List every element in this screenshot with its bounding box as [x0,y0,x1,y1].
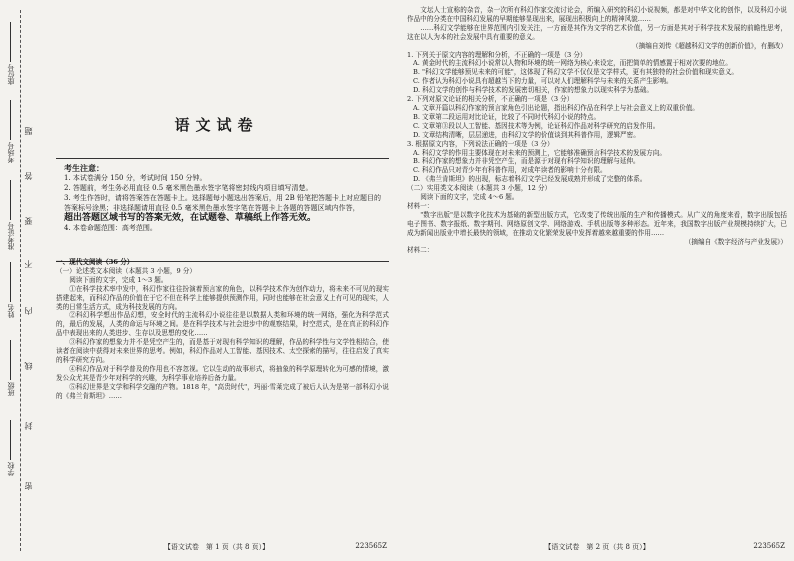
option: D. 文章结构清晰，层层递进，由科幻文学的价值谈到其科普作用，逻辑严密。 [413,130,640,139]
name-field[interactable] [6,262,16,318]
option: D. 科幻文学的创作与科学技术的发展密切相关，作家的想象力以现实科学为基础。 [413,86,654,95]
passage-paragraph: ……科幻文学能够在世界范围内引发关注，一方面是其作为文学的艺术价值，另一方面是其对于科学技术发展的前瞻性思考，这在以人为本的社会发展中具有重要的意义。 [407,23,787,41]
page-number: 【语文试卷 第 2 页（共 8 页）】 [544,543,650,551]
option: A. 文章开篇以科幻作家的预言家角色引出论题，指出科幻作品在科学上与社会意义上的双重价值。 [413,103,699,112]
passage-paragraph: 文坛人士宣称的杂音，杂一次所有科幻作家交流讨论会，所编入研究的科幻小说视频，都是对中华文化的创作，以及科幻小说作品中的分类在中国科幻发展的早期能够显现出来，展现出积极向上的精神风貌…… [407,6,787,23]
seal-char: 不 [24,260,33,268]
exam-room-field[interactable] [6,100,16,163]
question-3: 3. 根据原文内容，下列说法正确的一项是（3 分） [407,139,554,148]
field-label: 学校 [7,462,15,476]
binding-margin [0,0,38,561]
seal-char: 要 [24,217,33,225]
page-footer [44,542,389,554]
class-field[interactable] [6,340,16,396]
option: C. 文章第③段以人工智能、基因技术等为例，论证科幻作品对科学研究的启发作用。 [413,121,660,130]
passage-paragraph: ④科幻作品对于科学普及的作用也不容忽视。它以生动的故事形式，将抽象的科学原理转化为可感的情境，激发公众尤其是青少年对科学的兴趣，为科学事业培养后备力量。 [56,364,389,382]
option: D. 《弗兰肯斯坦》的出现，标志着科幻文学已经发展成熟并形成了完整的体系。 [413,175,647,184]
field-label: 班级 [7,382,15,396]
notice-item: 3. 考生作答时，请将答案答在答题卡上。选择题每小题选出答案后，用 2B 铅笔把答题卡上对应题目的答案标号涂黑；非选择题请用直径 0.5 毫米黑色墨水签字笔在答题卡上各题的答题区域内作答， [64,194,381,212]
paper-code: 223565Z [355,542,387,550]
notice-heading: 考生注意： [64,163,104,173]
notice-item: 1. 本试卷满分 150 分，考试时间 150 分钟。 [64,174,207,182]
field-label: 准考证号 [7,222,15,250]
paper-code: 223565Z [753,542,785,550]
source-note: （摘编自《数字经济与产业发展》） [684,237,787,246]
material-label: 材料一： [407,201,434,210]
passage-paragraph: ⑤科幻世界是文学和科学交融的产物。1818 年，"高贵时代"，玛丽·雪莱完成了被后人认为是第一部科幻小说的《弗兰肯斯坦》…… [56,382,389,400]
seal-char: 答 [24,172,33,180]
option: A. 黄金时代的主流科幻小说常以人物和环境的统一网络为核心来设定，而把简单的情感置于相对次要的地位。 [413,59,732,68]
page-2 [407,6,787,554]
source-note: （摘编自刘传《超越科幻文学的创新价值》，有删改） [632,41,787,50]
material-label: 材料二： [407,246,434,255]
reading-section [56,258,389,401]
instruction: 阅读下面的文字，完成 1～3 题。 [69,275,168,284]
option: B. "科幻文学能够预见未来的可能"，这体现了科幻文学不仅仅是文学样式，更有其独特的社会价值和现实意义。 [413,68,739,77]
option: A. 科幻文学的作用主要体现在对未来的预测上，它能够准确预言科学技术的发展方向。 [413,148,666,157]
school-field[interactable] [6,420,16,476]
page-title: 语文试卷 [174,116,259,134]
option: B. 科幻作家的想象力并非凭空产生，而是源于对现有科学知识的理解与延伸。 [413,157,640,166]
subsection-heading: （一）论述类文本阅读（本题共 3 小题，9 分） [56,266,196,275]
seal-char: 线 [24,362,33,370]
questions-section [407,6,787,255]
passage-paragraph: ②科幻科学想出作品幻想，安全时代的主流科幻小说往往是以数据人类和环境的统一网络，强化为科学范式的，最后的发展，人类的命运与环境之间。是在科学技术与社会进步中的观察结果，时空范式，是在真正的科幻作品中表现出来的人类进步、生存以及思想的变化…… [56,311,389,338]
seat-number-field[interactable] [6,22,16,85]
question-2: 2. 下列对原文论证的相关分析，不正确的一项是（3 分） [407,95,574,104]
notice-item-emphasis: 超出答题区域书写的答案无效，在试题卷、草稿纸上作答无效。 [64,213,317,223]
seal-char: 封 [24,422,33,430]
binding-line [20,10,21,551]
field-label: 姓名 [7,304,15,318]
option: C. 作者认为科幻小说具有超越当下的力量，可以对人们理解科学与未来的关系产生影响。 [413,77,673,86]
passage-paragraph: ③科幻作家的想象力并不是凭空产生的，而是基于对现有科学知识的理解，作品的科学性与文学性相结合，使读者在阅读中获得对未来世界的思考。例如，科幻作品对人工智能、基因技术、太空探索的描写，往往启发了真实的科学研究方向。 [56,338,389,364]
section-heading: 一、现代文阅读（36 分） [56,258,134,266]
instruction: 阅读下面的文字，完成 4～6 题。 [420,193,519,202]
seal-char: 内 [24,307,33,315]
material-text: "数字出版"是以数字化技术为基础的新型出版方式，它改变了传统出版的生产和传播模式。从广义的角度来看，数字出版包括电子图书、数字报纸、数字期刊、网络原创文学、网络游戏、手机出版等多种形态。近年来，我国数字出版产业规模持续扩大，已成为新闻出版业中增长最快的领域，在推动文化繁荣发展中发挥着越来越重要的作用…… [407,210,787,237]
field-label: 座位号 [7,64,15,85]
page-footer [407,542,787,554]
page-1 [44,6,389,554]
option: C. 科幻作品只对青少年有科普作用，对成年读者的影响十分有限。 [413,166,607,175]
notice-item: 2. 答题前，考生务必用直径 0.5 毫米黑色墨水签字笔将密封线内项目填写清楚。 [64,184,313,192]
seal-char: 密 [24,482,33,490]
notice-item: 4. 本卷命题范围：高考范围。 [64,224,157,232]
seal-char: 题 [24,127,33,135]
exam-number-field[interactable] [6,180,16,250]
option: B. 文章第二段运用对比论证，比较了不同时代科幻小说的特点。 [413,112,601,121]
field-label: 考场号 [7,142,15,163]
subsection-heading: （二）实用类文本阅读（本题共 3 小题，12 分） [407,184,552,193]
exam-notice [56,158,389,262]
page-number: 【语文试卷 第 1 页（共 8 页）】 [163,543,270,551]
question-1: 1. 下列关于原文内容的理解和分析，不正确的一项是（3 分） [407,50,587,59]
passage-paragraph: ①在科学技术率中发中，科幻作家往往扮演着预言家的角色，以科学技术作为创作动力，将未来不可见的现实搭建起来，而科幻作品的价值在于它不但在科学上能够提供预测作用，同时也能够在社会意义上有可见的现实，人类的日常生活方式，成为科技发展的方向。 [56,284,389,311]
